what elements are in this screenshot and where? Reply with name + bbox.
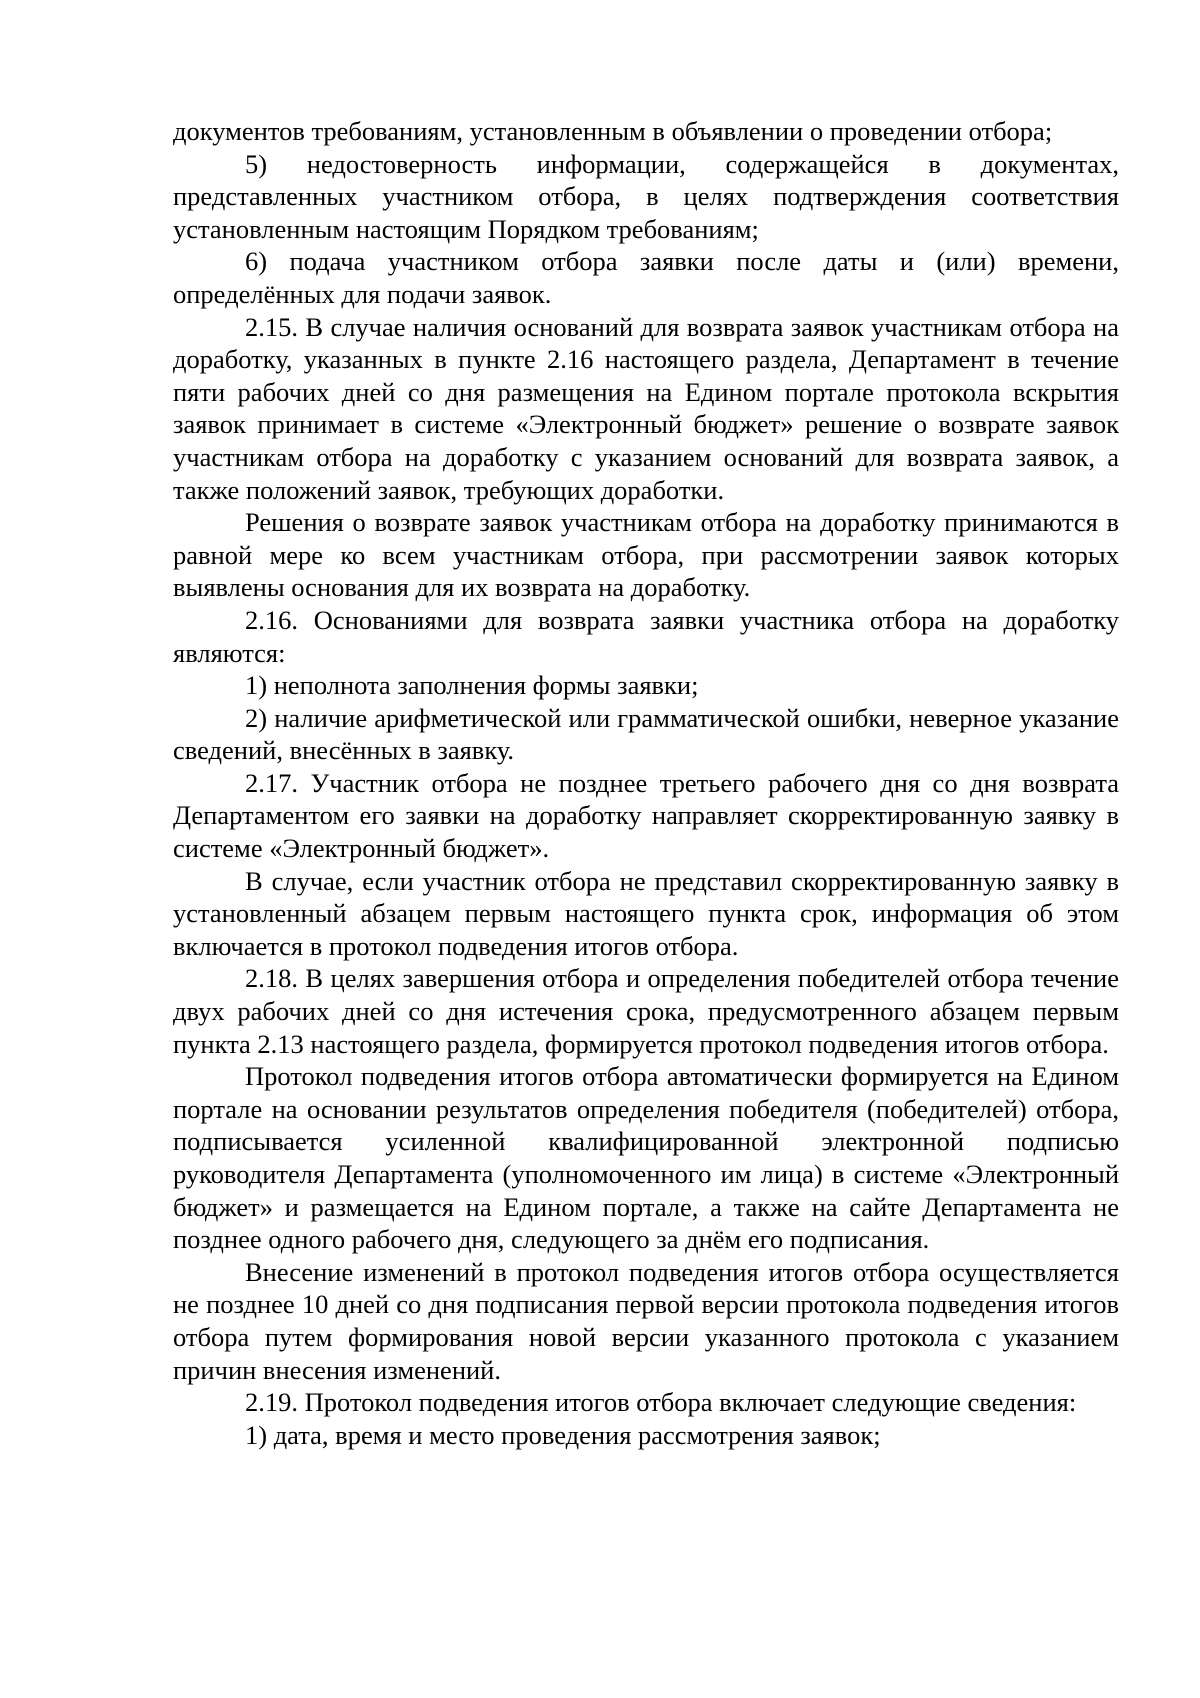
paragraph-return-decisions: Решения о возврате заявок участникам отбора на доработку принимаются в равной мере ко всем участникам отбора, при рассмотрении заявок которых выявлены основания для их возврата на доработку. [173,507,1119,603]
paragraph-protocol-formation: Протокол подведения итогов отбора автоматически формируется на Едином портале на основании результатов определения победителя (победителей) отбора, подписывается усиленной квалифицированной электронной подписью руководителя Департамента (уполномоченного им лица) в системе «Электронный бюджет» и размещается на Едином портале, а также на сайте Департамента не позднее одного рабочего дня, следующего за днём его подписания. [173,1061,1119,1255]
paragraph-2-16: 2.16. Основаниями для возврата заявки участника отбора на доработку являются: [173,604,1119,668]
paragraph-2-16-item-2: 2) наличие арифметической или грамматической ошибки, неверное указание сведений, внесённых в заявку. [173,702,1119,766]
paragraph-2-19-item-1: 1) дата, время и место проведения рассмотрения заявок; [245,1419,881,1450]
paragraph-2-17: 2.17. Участник отбора не позднее третьего рабочего дня со дня возврата Департаментом его заявки на доработку направляет скорректированную заявку в системе «Электронный бюджет». [173,767,1119,864]
document-body [173,115,1119,1451]
paragraph-2-17-case: В случае, если участник отбора не представил скорректированную заявку в установленный абзацем первым настоящего пункта срок, информация об этом включается в протокол подведения итогов отбора. [173,865,1119,961]
paragraph-protocol-changes: Внесение изменений в протокол подведения итогов отбора осуществляется не позднее 10 дней со дня подписания первой версии протокола подведения итогов отбора путем формирования новой версии указанного протокола с указанием причин внесения изменений. [173,1256,1119,1385]
paragraph-item-6: 6) подача участником отбора заявки после даты и (или) времени, определённых для подачи заявок. [173,246,1119,309]
paragraph-item-5: 5) недостоверность информации, содержащейся в документах, представленных участником отбора, в целях подтверждения соответствия установленным настоящим Порядком требованиям; [173,148,1119,244]
paragraph-2-16-item-1: 1) неполнота заполнения формы заявки; [245,670,699,701]
paragraph-2-19: 2.19. Протокол подведения итогов отбора включает следующие сведения: [245,1387,1077,1418]
paragraph-continuation: документов требованиям, установленным в объявлении о проведении отбора; [173,116,1053,146]
paragraph-2-18: 2.18. В целях завершения отбора и определения победителей отбора течение двух рабочих дней со дня истечения срока, предусмотренного абзацем первым пункта 2.13 настоящего раздела, формируется протокол подведения итогов отбора. [173,963,1119,1059]
paragraph-2-15: 2.15. В случае наличия оснований для возврата заявок участникам отбора на доработку, указанных в пункте 2.16 настоящего раздела, Департамент в течение пяти рабочих дней со дня размещения на Едином портале протокола вскрытия заявок принимает в системе «Электронный бюджет» решение о возврате заявок участникам отбора на доработку с указанием оснований для возврата заявок, а также положений заявок, требующих доработки. [173,311,1119,505]
